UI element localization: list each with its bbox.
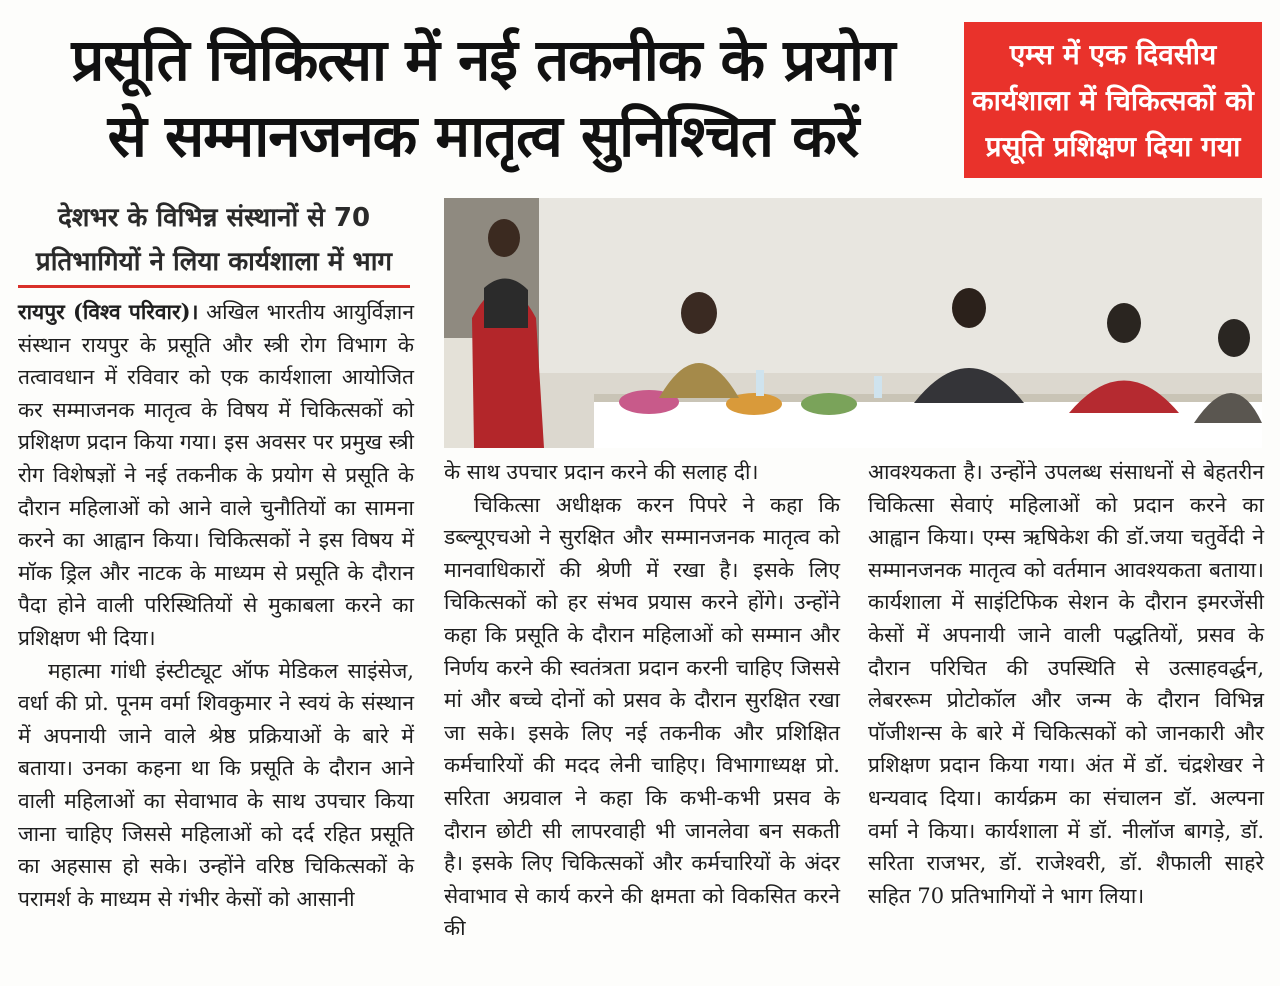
article-paragraph: आवश्यकता है। उन्होंने उपलब्ध संसाधनों से बेहतरीन चिकित्सा सेवाएं महिलाओं को प्रदान करने का आह्वान किया। एम्स ऋषिकेश की डॉ.जया चतुर्वेदी ने सम्मानजनक मातृत्व को वर्तमान आवश्यकता बताया। कार्यशाला में साइंटिफिक सेशन के दौरान इमरजेंसी केसों में अपनायी जाने वाली पद्धतियों, प्रसव के दौरान परिचित की उपस्थिति से उत्साहवर्द्धन, लेबररूम प्रोटोकॉल और जन्म के दौरान विभिन्न पॉजीशन्स के बारे में चिकित्सकों को जानकारी और प्रशिक्षण प्रदान किया गया। अंत में डॉ. चंद्रशेखर ने धन्यवाद दिया। कार्यक्रम का संचालन डॉ. अल्पना वर्मा ने किया। कार्यशाला में डॉ. नीलॉज बागड़े, डॉ. सरिता राजभर, डॉ. राजेश्वरी, डॉ. शैफाली साहरे सहित 70 प्रतिभागियों ने भाग लिया। (868, 460, 1264, 908)
article-paragraph: चिकित्सा अधीक्षक करन पिपरे ने कहा कि डब्ल्यूएचओ ने सुरक्षित और सम्मानजनक मातृत्व को मानवाधिकारों की श्रेणी में रखा है। इसके लिए चिकित्सकों को हर संभव प्रयास करने होंगे। उन्होंने कहा कि प्रसूति के दौरान महिलाओं को सम्मान और निर्णय करने की स्वतंत्रता प्रदान करनी चाहिए जिससे मां और बच्चे दोनों को प्रसव के दौरान सुरक्षित रखा जा सके। इसके लिए नई तकनीक और प्रशिक्षित कर्मचारियों की मदद लेनी चाहिए। विभागाध्यक्ष प्रो. सरिता अग्रवाल ने कहा कि कभी-कभी प्रसव के दौरान छोटी सी लापरवाही भी जानलेवा बन सकती है। इसके लिए चिकित्सकों और कर्मचारियों के अंदर सेवाभाव से कार्य करने की क्षमता को विकसित करने की (444, 492, 840, 941)
article-paragraph: के साथ उपचार प्रदान करने की सलाह दी। (444, 460, 759, 484)
article-paragraph: महात्मा गांधी इंस्टीट्यूट ऑफ मेडिकल साइंसेज, वर्धा की प्रो. पूनम वर्मा शिवकुमार ने स्वयं के संस्थान में अपनायी जाने वाले श्रेष्ठ प्रक्रियाओं के बारे में बताया। उनका कहना था कि प्रसूति के दौरान आने वाली महिलाओं का सेवाभाव के साथ उपचार किया जाना चाहिए जिससे महिलाओं को दर्द रहित प्रसूति का अहसास हो सके। उन्होंने वरिष्ठ चिकित्सकों के परामर्श के माध्यम से गंभीर केसों को आसानी (18, 658, 414, 911)
dateline: रायपुर (विश्व परिवार)। (18, 299, 199, 324)
article-column-3 (868, 456, 1264, 912)
article-paragraph (18, 296, 414, 655)
subhead-line-2: प्रतिभागियों ने लिया कार्यशाला में भाग (35, 247, 393, 277)
subhead-line-1: देशभर के विभिन्न संस्थानों से 70 (57, 203, 371, 233)
event-photo (444, 198, 1262, 448)
subhead-divider (18, 285, 410, 288)
subheadline (18, 196, 410, 284)
article-column-2 (444, 456, 840, 945)
side-box-line-2: कार्यशाला में चिकित्सकों को (972, 84, 1254, 117)
side-box-line-1: एम्स में एक दिवसीय (1009, 38, 1217, 71)
headline (18, 22, 948, 174)
side-highlight-box (964, 22, 1262, 178)
article-column-1 (18, 296, 414, 915)
article-text: अखिल भारतीय आयुर्विज्ञान संस्थान रायपुर के प्रसूति और स्त्री रोग विभाग के तत्वावधान में रविवार को एक कार्यशाला आयोजित कर सम्माजनक मातृत्व के विषय में चिकित्सकों को प्रशिक्षण प्रदान किया गया। इस अवसर पर प्रमुख स्त्री रोग विशेषज्ञों ने नई तकनीक के प्रयोग से प्रसूति के दौरान महिलाओं को आने वाले चुनौतियों का सामना करने का आह्वान किया। चिकित्सकों ने इस विषय में मॉक ड्रिल और नाटक के माध्यम से प्रसूति के दौरान पैदा होने वाली परिस्थितियों से मुकाबला करने का प्रशिक्षण भी दिया। (18, 300, 414, 650)
headline-line-1: प्रसूति चिकित्सा में नई तकनीक के प्रयोग (71, 26, 895, 94)
headline-line-2: से सम्मानजनक मातृत्व सुनिश्चित करें (107, 102, 859, 170)
side-box-line-3: प्रसूति प्रशिक्षण दिया गया (985, 130, 1241, 163)
